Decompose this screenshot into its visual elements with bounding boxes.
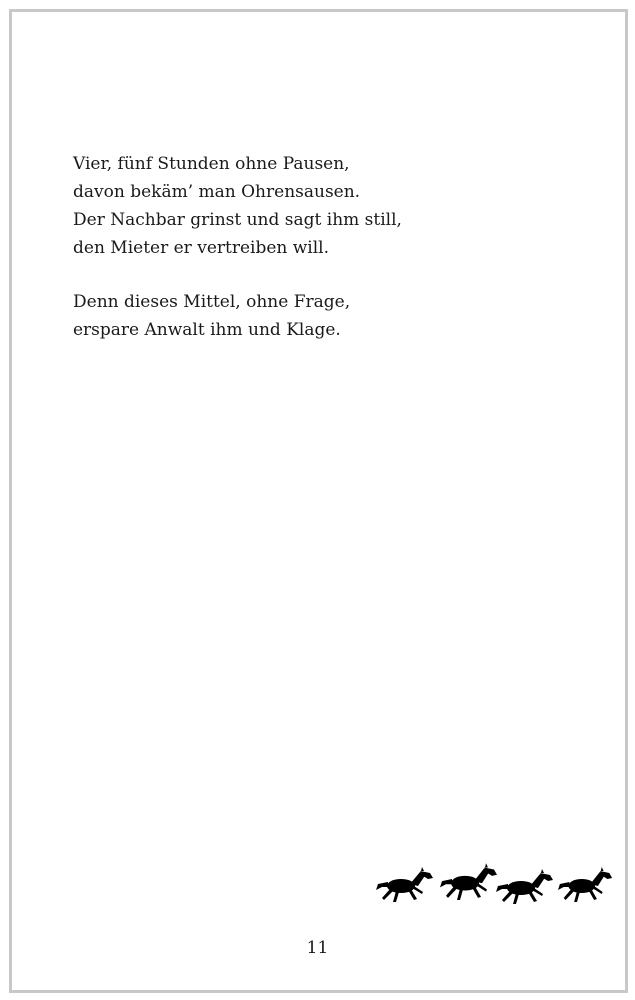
poem-line: Der Nachbar grinst und sagt ihm still,	[73, 210, 402, 230]
horse-2-icon	[440, 863, 497, 900]
poem-line: Denn dieses Mittel, ohne Frage,	[73, 292, 351, 312]
poem-line: erspare Anwalt ihm und Klage.	[73, 320, 341, 340]
galloping-horses-icon	[376, 856, 616, 908]
stanza-1	[73, 150, 402, 262]
horse-4-icon	[558, 867, 612, 902]
poem-line: den Mieter er vertreiben will.	[73, 238, 330, 258]
stanza-2	[73, 288, 402, 344]
poem-line: davon bekäm’ man Ohrensausen.	[73, 182, 361, 202]
horse-1-icon	[376, 867, 433, 902]
poem-line: Vier, fünf Stunden ohne Pausen,	[73, 154, 350, 174]
page-number: 11	[306, 938, 329, 958]
horse-3-icon	[496, 869, 553, 904]
poem-text	[73, 150, 402, 370]
